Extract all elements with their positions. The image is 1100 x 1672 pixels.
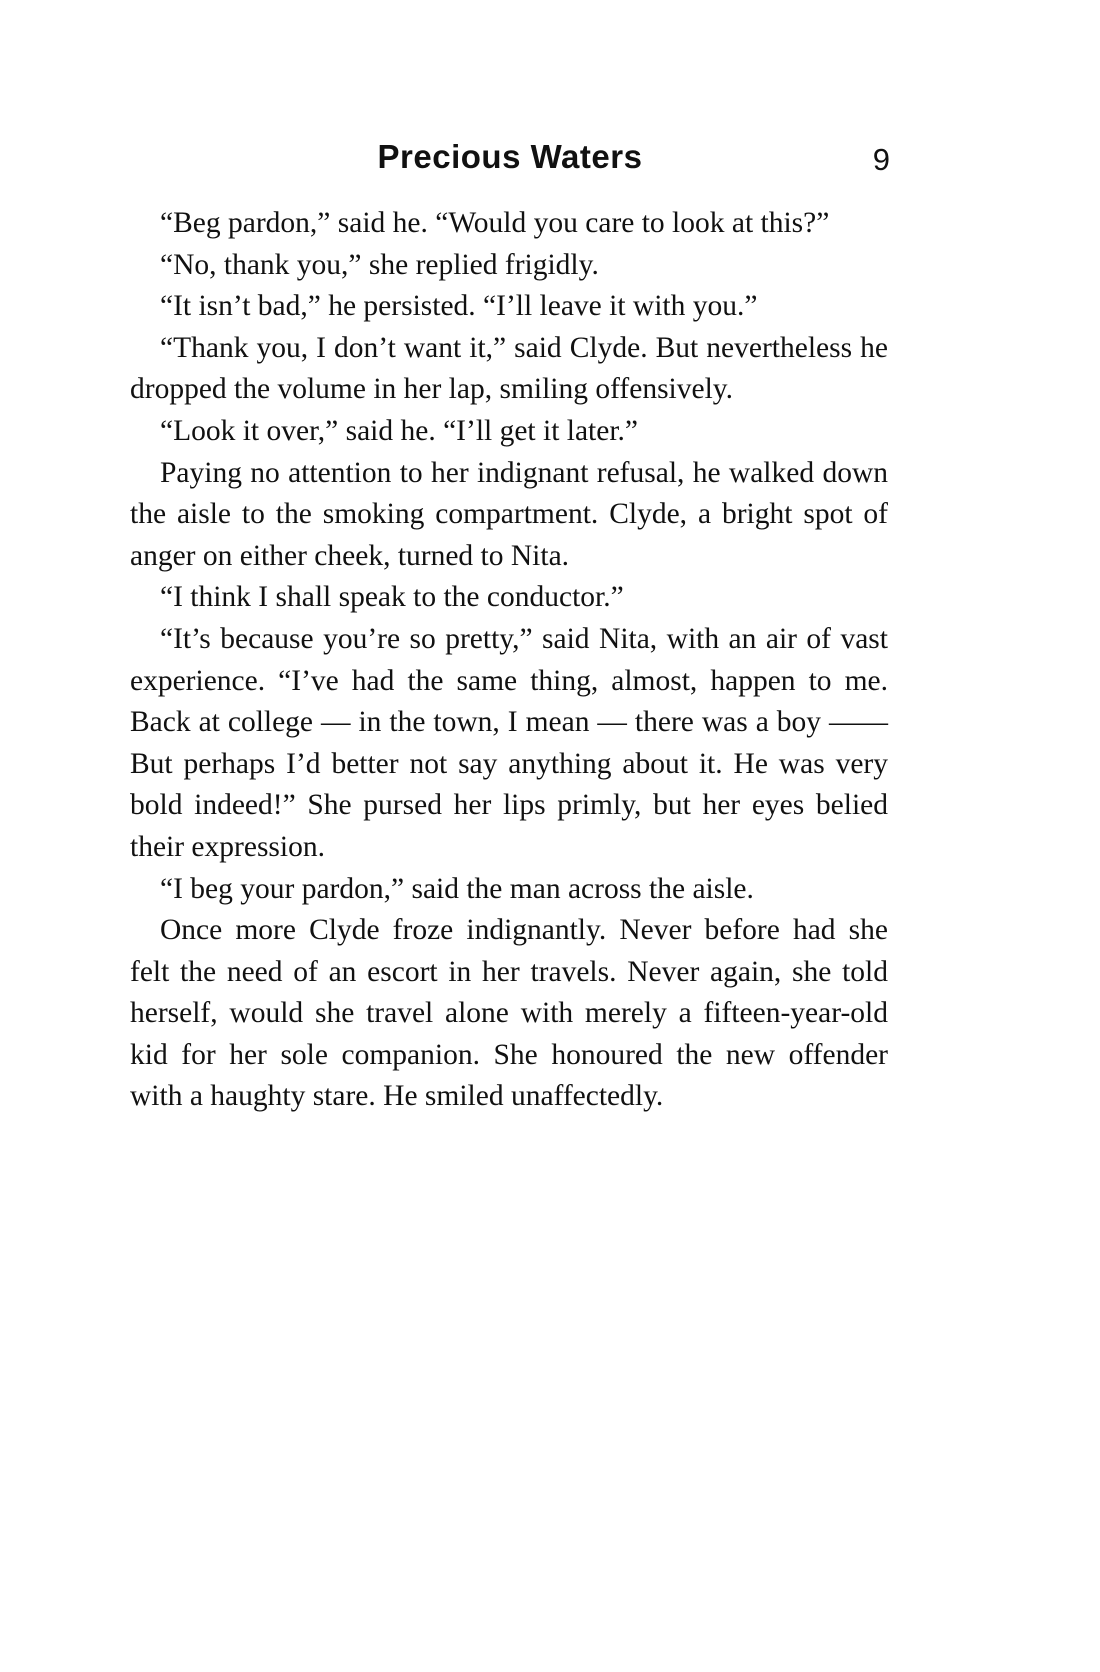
- paragraph: “No, thank you,” she replied frigidly.: [160, 248, 599, 281]
- paragraph: “Look it over,” said he. “I’ll get it later.”: [160, 414, 639, 447]
- running-title: Precious Waters: [377, 138, 643, 175]
- page-number: 9: [872, 142, 890, 177]
- paragraph: “It isn’t bad,” he persisted. “I’ll leave it with you.”: [160, 290, 758, 323]
- paragraph: “It’s because you’re so pretty,” said Nita, with an air of vast experience. “I’ve had the same thing, almost, happen to me. Back at college — in the town, I mean — there was a boy —— But perhaps I’d better not say anything about it. He was very bold indeed!” She pursed her lips primly, but her eyes belied their expression.: [130, 622, 888, 863]
- paragraph: “Beg pardon,” said he. “Would you care to look at this?”: [160, 207, 830, 239]
- paragraph: “I beg your pardon,” said the man across the aisle.: [160, 872, 754, 905]
- running-head: [130, 138, 890, 188]
- paragraph: Once more Clyde froze indignantly. Never before had she felt the need of an escort in her travels. Never again, she told herself, would she travel alone with merely a fifteen-year-old kid for her sole companion. She honoured the new offender with a haughty stare. He smiled unaffectedly.: [130, 914, 888, 1113]
- body-text: [130, 203, 888, 1118]
- paragraph: “Thank you, I don’t want it,” said Clyde. But nevertheless he dropped the volume in her lap, smiling offensively.: [130, 331, 888, 406]
- paragraph: “I think I shall speak to the conductor.”: [160, 581, 624, 614]
- paragraph: Paying no attention to her indignant refusal, he walked down the aisle to the smoking compartment. Clyde, a bright spot of anger on either cheek, turned to Nita.: [130, 456, 888, 572]
